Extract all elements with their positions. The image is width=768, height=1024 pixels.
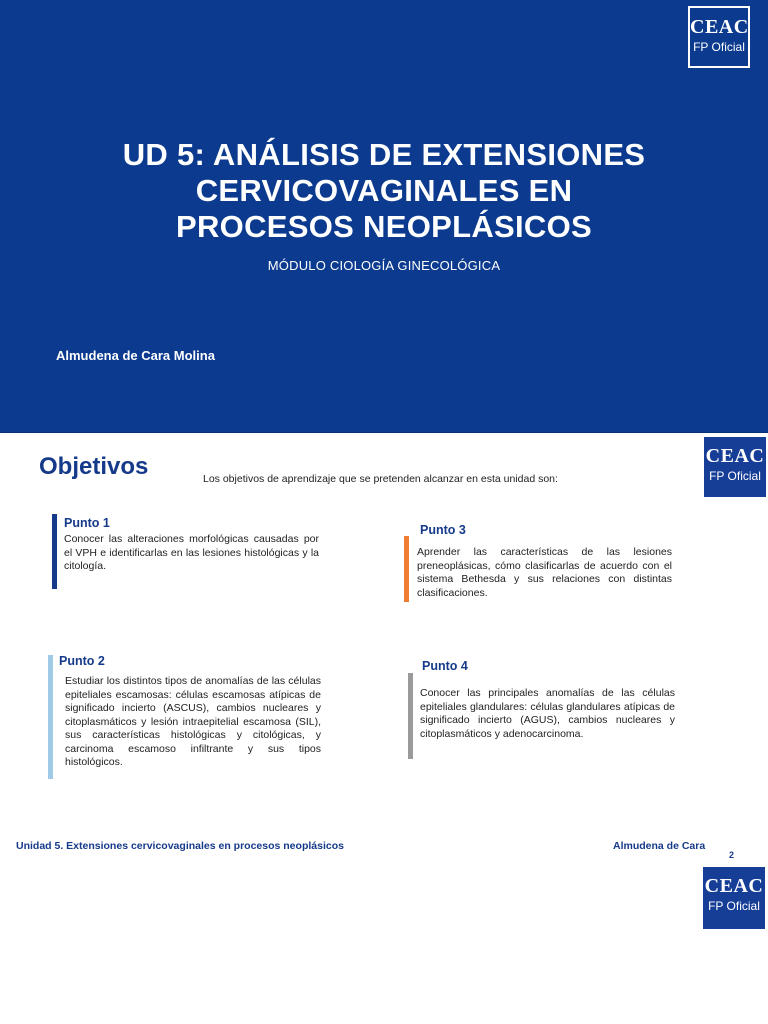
point-1-text: Conocer las alteraciones morfológicas causadas por el VPH e identificarlas en las lesiones histológicas y la citología. xyxy=(64,533,319,572)
point-3-accent-bar xyxy=(404,536,409,602)
objectives-title: Objetivos xyxy=(39,453,149,480)
ceac-logo: CEAC FP Oficial xyxy=(688,6,750,68)
cover-author: Almudena de Cara Molina xyxy=(56,348,215,363)
point-4-accent-bar xyxy=(408,673,413,759)
point-1-accent-bar xyxy=(52,514,57,589)
point-2-text: Estudiar los distintos tipos de anomalías de las células epiteliales escamosas: células escamosas atípicas de significado incierto (ASCUS), cambios nucleares y citoplasmáticos y lesión intraepitelial escamosa (SIL), sus características histológicas y citológicas, y carcinoma escamoso infiltrante y sus tipos histológicos. xyxy=(65,675,321,768)
point-3-title: Punto 3 xyxy=(420,523,466,537)
point-4-title: Punto 4 xyxy=(422,659,468,673)
cover-title-line: CERVICOVAGINALES EN xyxy=(195,173,573,208)
page-number: 2 xyxy=(729,850,735,860)
cover-subtitle: MÓDULO CIOLOGÍA GINECOLÓGICA xyxy=(267,258,501,273)
footer-unit-title: Unidad 5. Extensiones cervicovaginales en procesos neoplásicos xyxy=(16,840,344,852)
point-1-title: Punto 1 xyxy=(64,516,110,530)
ceac-logo: CEAC FP Oficial xyxy=(704,437,766,497)
cover-title-line: UD 5: ANÁLISIS DE EXTENSIONES xyxy=(122,137,646,172)
point-4-text: Conocer las principales anomalías de las células epiteliales glandulares: células glandulares atípicas de significado incierto (AGUS), cambios nucleares y citoplasmáticos y adenocarcinoma. xyxy=(420,687,675,740)
point-3-text: Aprender las características de las lesiones preneoplásicas, cómo clasificarlas de acuerdo con el sistema Bethesda y sus relaciones con distintas clasificaciones. xyxy=(417,546,672,599)
cover-slide xyxy=(0,0,768,433)
cover-title-line: PROCESOS NEOPLÁSICOS xyxy=(176,209,592,244)
objectives-slide xyxy=(0,433,768,993)
point-2-accent-bar xyxy=(48,655,53,779)
objectives-intro: Los objetivos de aprendizaje que se pretenden alcanzar en esta unidad son: xyxy=(203,473,558,485)
ceac-logo: CEAC FP Oficial xyxy=(703,867,765,929)
footer-author: Almudena de Cara xyxy=(613,840,706,852)
point-2-title: Punto 2 xyxy=(59,654,105,668)
cover-title xyxy=(84,137,684,245)
